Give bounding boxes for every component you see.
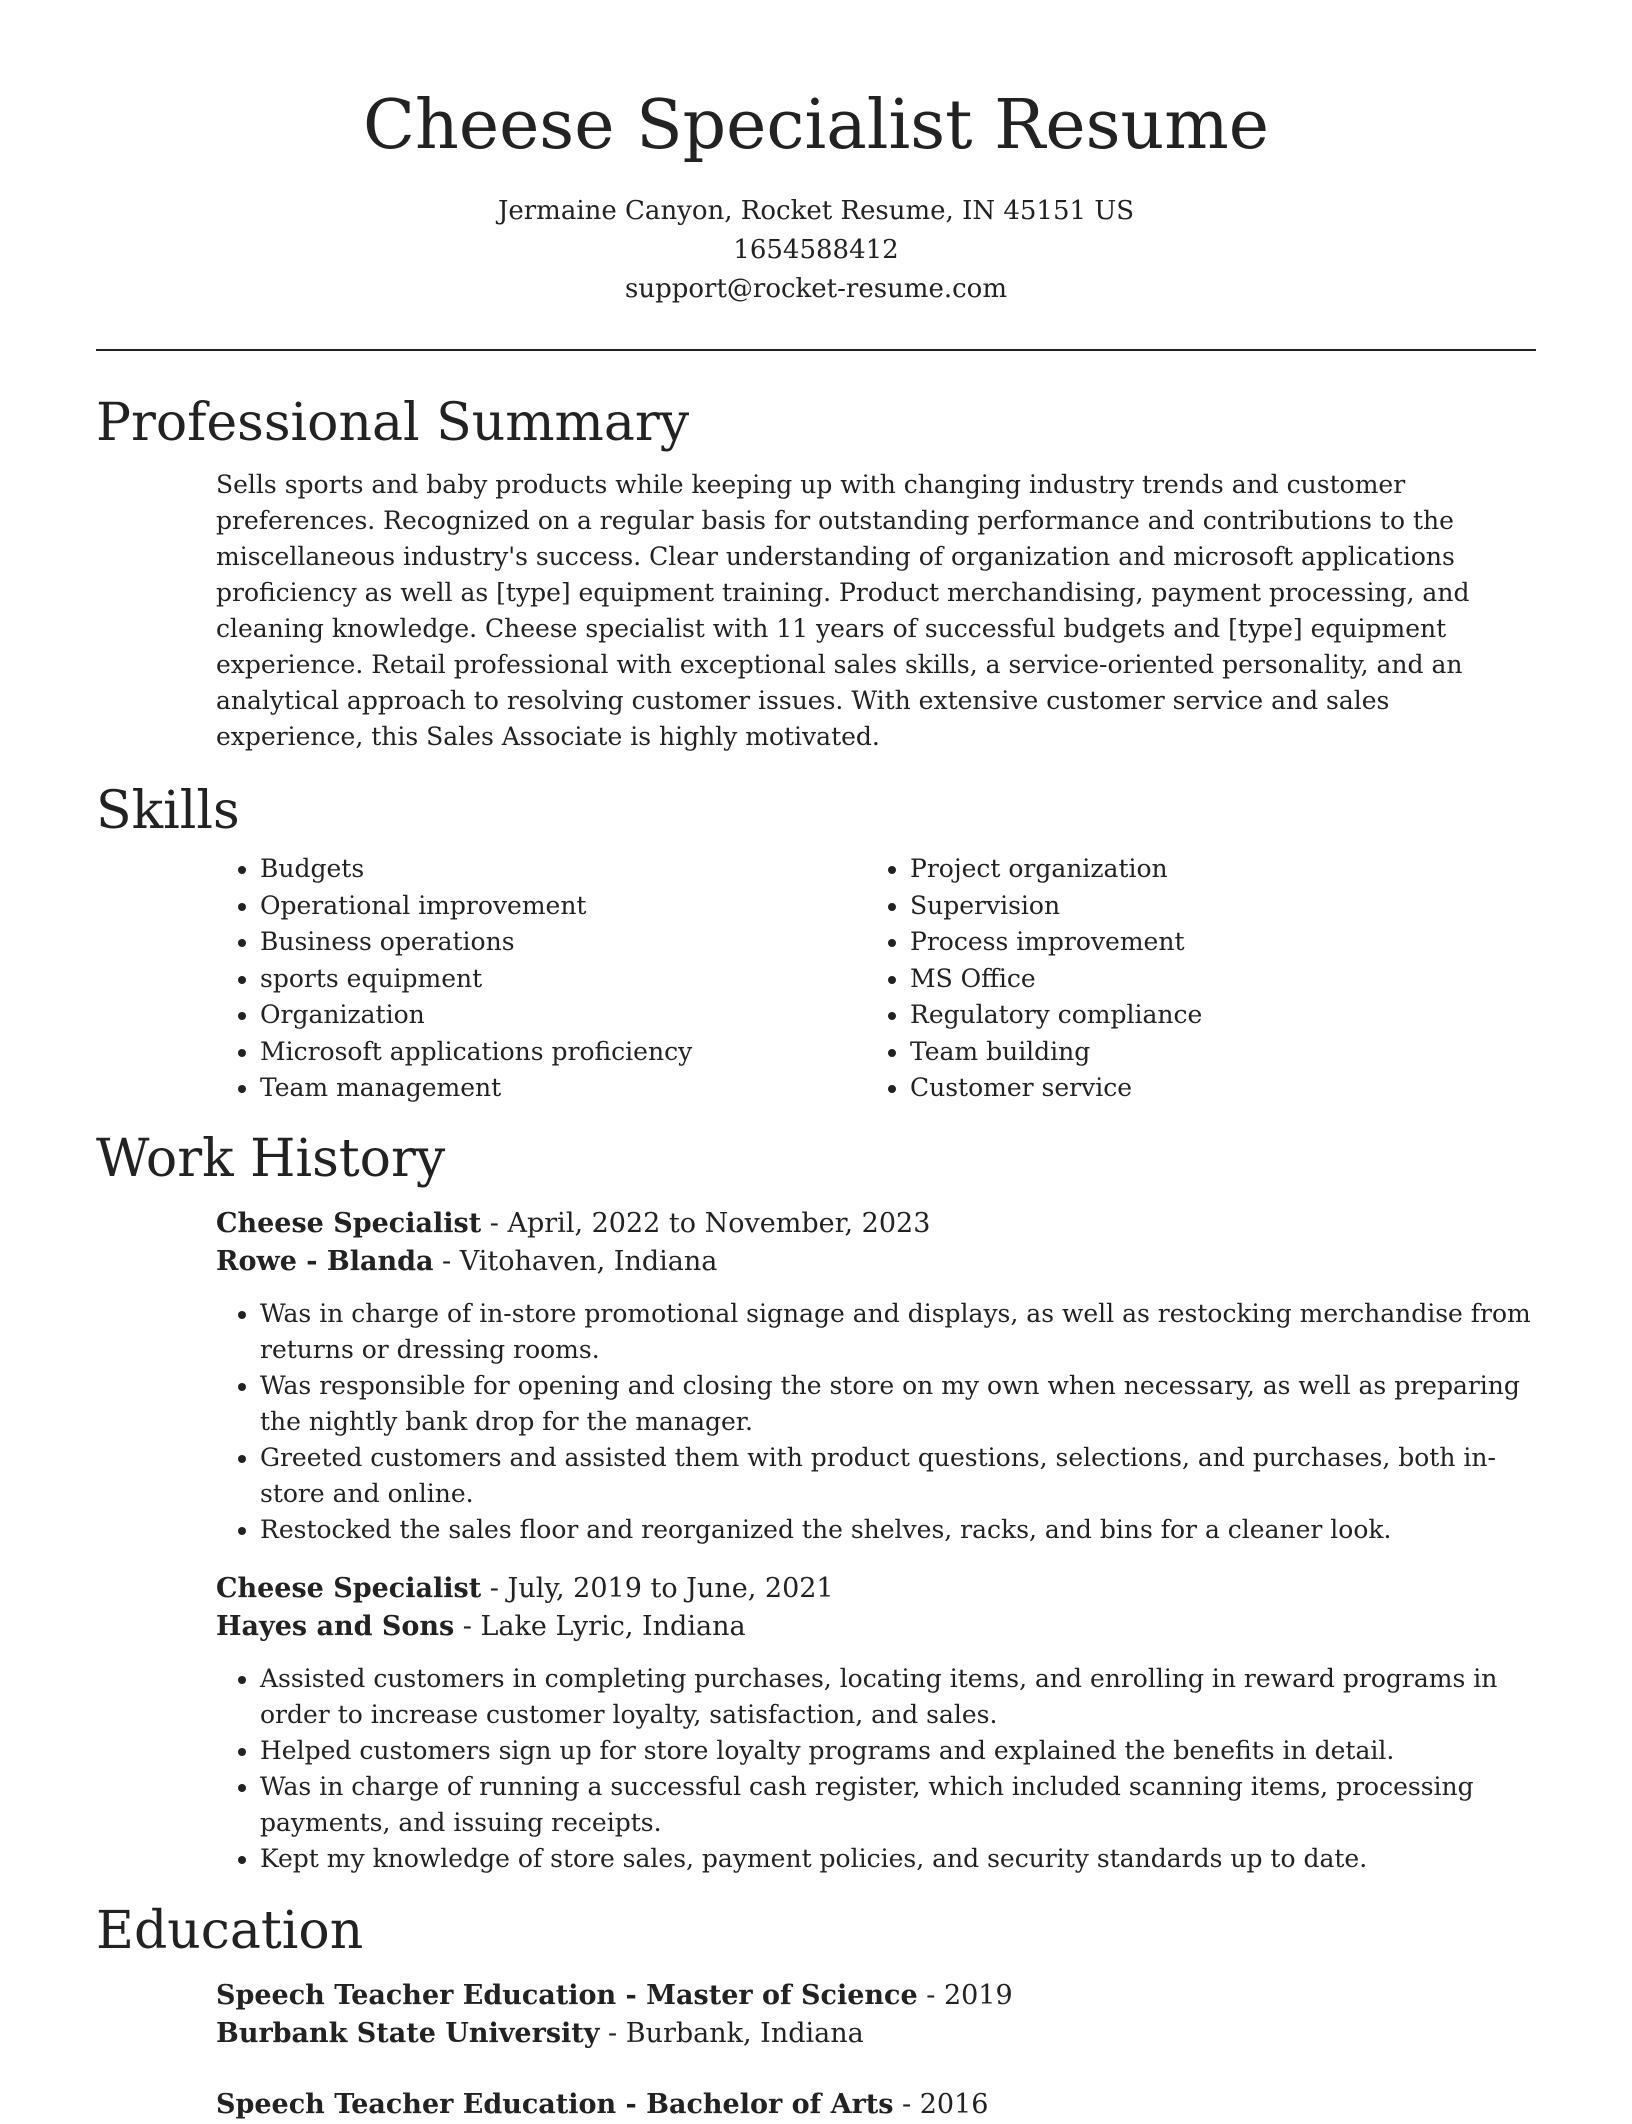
job-role: Cheese Specialist [216,1573,481,1604]
education-heading: Education [96,1899,1536,1963]
job-company-line [216,1608,1536,1647]
education-degree-line [216,1977,1536,2016]
job-title-line [216,1570,1536,1609]
skill-item: • Regulatory compliance [910,997,1516,1034]
education-location: - Burbank, Indiana [599,2018,863,2049]
skill-item: • sports equipment [260,961,866,998]
job-bullet: • Was responsible for opening and closing the store on my own when necessary, as well as preparing the nightly bank drop for the manager. [260,1368,1536,1440]
job-company: Hayes and Sons [216,1611,454,1642]
job-entry [216,1570,1536,1877]
skills-column-left [216,851,866,1107]
skill-item: • Project organization [910,851,1516,888]
skill-item: • Team management [260,1070,866,1107]
job-location: - Vitohaven, Indiana [433,1246,717,1277]
job-bullet: • Was in charge of in-store promotional signage and displays, as well as restocking merchandise from returns or dressing rooms. [260,1296,1536,1368]
skills-list [216,851,1536,1107]
summary-text: Sells sports and baby products while keeping up with changing industry trends and customer preferences. Recognized on a regular basis for outstanding performance and contributions to the miscellaneous industry's success. Clear understanding of organization and microsoft applications proficiency as well as [type] equipment training. Product merchandising, payment processing, and cleaning knowledge. Cheese specialist with 11 years of successful budgets and [type] equipment experience. Retail professional with exceptional sales skills, a service-oriented personality, and an analytical approach to resolving customer issues. With extensive customer service and sales experience, this Sales Associate is highly motivated. [216,467,1536,755]
job-bullet: • Assisted customers in completing purchases, locating items, and enrolling in reward programs in order to increase customer loyalty, satisfaction, and sales. [260,1661,1536,1733]
job-dates: - July, 2019 to June, 2021 [481,1573,833,1604]
work-history-heading: Work History [96,1127,1536,1191]
education-degree-line [216,2086,1536,2124]
education-degree: Speech Teacher Education - Master of Science [216,1980,918,2011]
job-bullets [216,1661,1536,1877]
work-history-list [216,1205,1536,1877]
job-bullets [216,1296,1536,1548]
contact-address: Jermaine Canyon, Rocket Resume, IN 45151 US [96,192,1536,231]
job-bullet: • Helped customers sign up for store loyalty programs and explained the benefits in detail. [260,1733,1536,1769]
education-school: Burbank State University [216,2018,599,2049]
contact-email: support@rocket-resume.com [96,270,1536,309]
job-company-line [216,1243,1536,1282]
resume-title: Cheese Specialist Resume [96,86,1536,166]
skill-item: • Customer service [910,1070,1516,1107]
resume-header [96,0,1536,309]
education-entry [216,1977,1536,2054]
skill-item: • Budgets [260,851,866,888]
job-title-line [216,1205,1536,1244]
job-entry [216,1205,1536,1548]
skill-item: • MS Office [910,961,1516,998]
skills-heading: Skills [96,779,1536,843]
education-list [216,1977,1536,2124]
job-bullet: • Kept my knowledge of store sales, payment policies, and security standards up to date. [260,1841,1536,1877]
contact-block [96,192,1536,309]
job-bullet: • Restocked the sales floor and reorganized the shelves, racks, and bins for a cleaner look. [260,1512,1536,1548]
skill-item: • Process improvement [910,924,1516,961]
skills-column-right [866,851,1516,1107]
header-divider [96,349,1536,351]
education-year: - 2016 [893,2089,988,2120]
job-location: - Lake Lyric, Indiana [454,1611,745,1642]
skill-item: • Organization [260,997,866,1034]
job-company: Rowe - Blanda [216,1246,433,1277]
education-year: - 2019 [918,1980,1013,2011]
education-school-line [216,2015,1536,2054]
skill-item: • Operational improvement [260,888,866,925]
skill-item: • Microsoft applications proficiency [260,1034,866,1071]
resume-page [96,0,1536,2124]
job-bullet: • Was in charge of running a successful cash register, which included scanning items, processing payments, and issuing receipts. [260,1769,1536,1841]
education-entry [216,2086,1536,2124]
job-dates: - April, 2022 to November, 2023 [481,1208,930,1239]
education-degree: Speech Teacher Education - Bachelor of Arts [216,2089,893,2120]
job-bullet: • Greeted customers and assisted them with product questions, selections, and purchases, both in-store and online. [260,1440,1536,1512]
job-role: Cheese Specialist [216,1208,481,1239]
contact-phone: 1654588412 [96,231,1536,270]
skill-item: • Supervision [910,888,1516,925]
skill-item: • Business operations [260,924,866,961]
skill-item: • Team building [910,1034,1516,1071]
summary-heading: Professional Summary [96,391,1536,455]
